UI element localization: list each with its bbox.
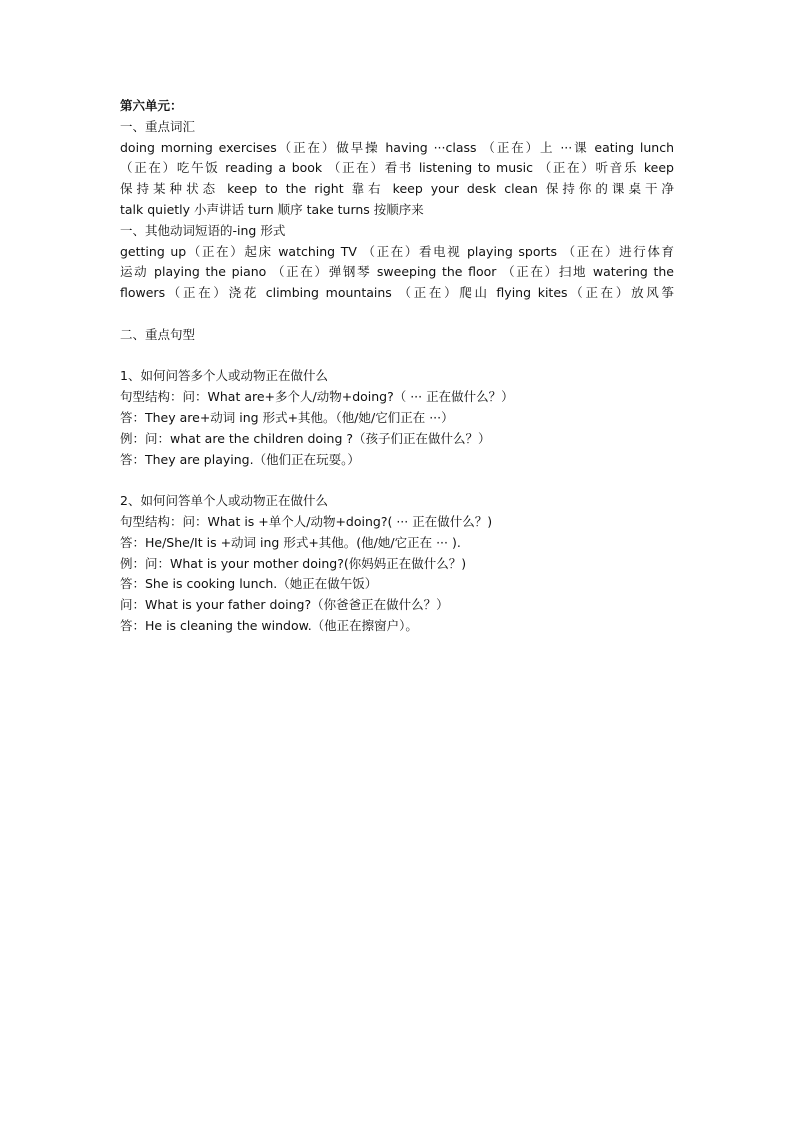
vocab-line: （正在）吃午饭 reading a book （正在）看书 listening to music （正在）听音乐 keep — [120, 160, 674, 176]
pattern-line: 答：They are playing.（他们正在玩耍。） — [120, 451, 360, 467]
pattern-line: 答：They are+动词 ing 形式+其他。（他/她/它们正在 ···） — [120, 409, 454, 425]
vocab-line: talk quietly 小声讲话 turn 顺序 take turns 按顺序来 — [120, 201, 424, 217]
pattern-title-singular: 2、如何问答单个人或动物正在做什么 — [120, 493, 328, 509]
pattern-line: 句型结构：问：What is +单个人/动物+doing?( ··· 正在做什么？) — [120, 513, 493, 529]
section-heading-verb-phrases: 一、其他动词短语的-ing 形式 — [120, 222, 286, 238]
pattern-line: 问：What is your father doing?（你爸爸正在做什么？） — [120, 597, 449, 613]
phrase-line: getting up（正在）起床 watching TV （正在）看电视 playing sports （正在）进行体育 — [120, 243, 674, 259]
phrase-line: 运动 playing the piano （正在）弹钢琴 sweeping the floor （正在）扫地 watering the — [120, 264, 674, 280]
pattern-line: 答：He/She/It is +动词 ing 形式+其他。(他/她/它正在 ··· ). — [120, 534, 461, 550]
pattern-line: 例：问：what are the children doing ?（孩子们正在做什么？） — [120, 430, 491, 446]
pattern-line: 例：问：What is your mother doing?(你妈妈正在做什么？) — [120, 555, 467, 571]
spacer — [120, 470, 674, 491]
vocab-line: doing morning exercises（正在）做早操 having ···class （正在）上 ···课 eating lunch — [120, 139, 674, 155]
unit-title: 第六单元： — [120, 98, 183, 113]
section-heading-key-vocabulary: 一、重点词汇 — [120, 118, 196, 134]
phrase-line: flowers（正在）浇花 climbing mountains （正在）爬山 flying kites（正在）放风筝 — [120, 285, 674, 301]
pattern-line: 句型结构：问：What are+多个人/动物+doing?（ ··· 正在做什么？） — [120, 389, 514, 405]
document-content — [120, 96, 674, 637]
vocab-line: 保持某种状态 keep to the right 靠右 keep your desk clean 保持你的课桌干净 — [120, 181, 674, 197]
pattern-title-plural: 1、如何问答多个人或动物正在做什么 — [120, 368, 328, 384]
section-heading-key-sentences: 二、重点句型 — [120, 326, 196, 342]
spacer — [120, 346, 674, 367]
pattern-line: 答：She is cooking lunch.（她正在做午饭） — [120, 576, 378, 592]
spacer — [120, 304, 674, 325]
pattern-line: 答：He is cleaning the window.（他正在擦窗户）。 — [120, 617, 418, 633]
